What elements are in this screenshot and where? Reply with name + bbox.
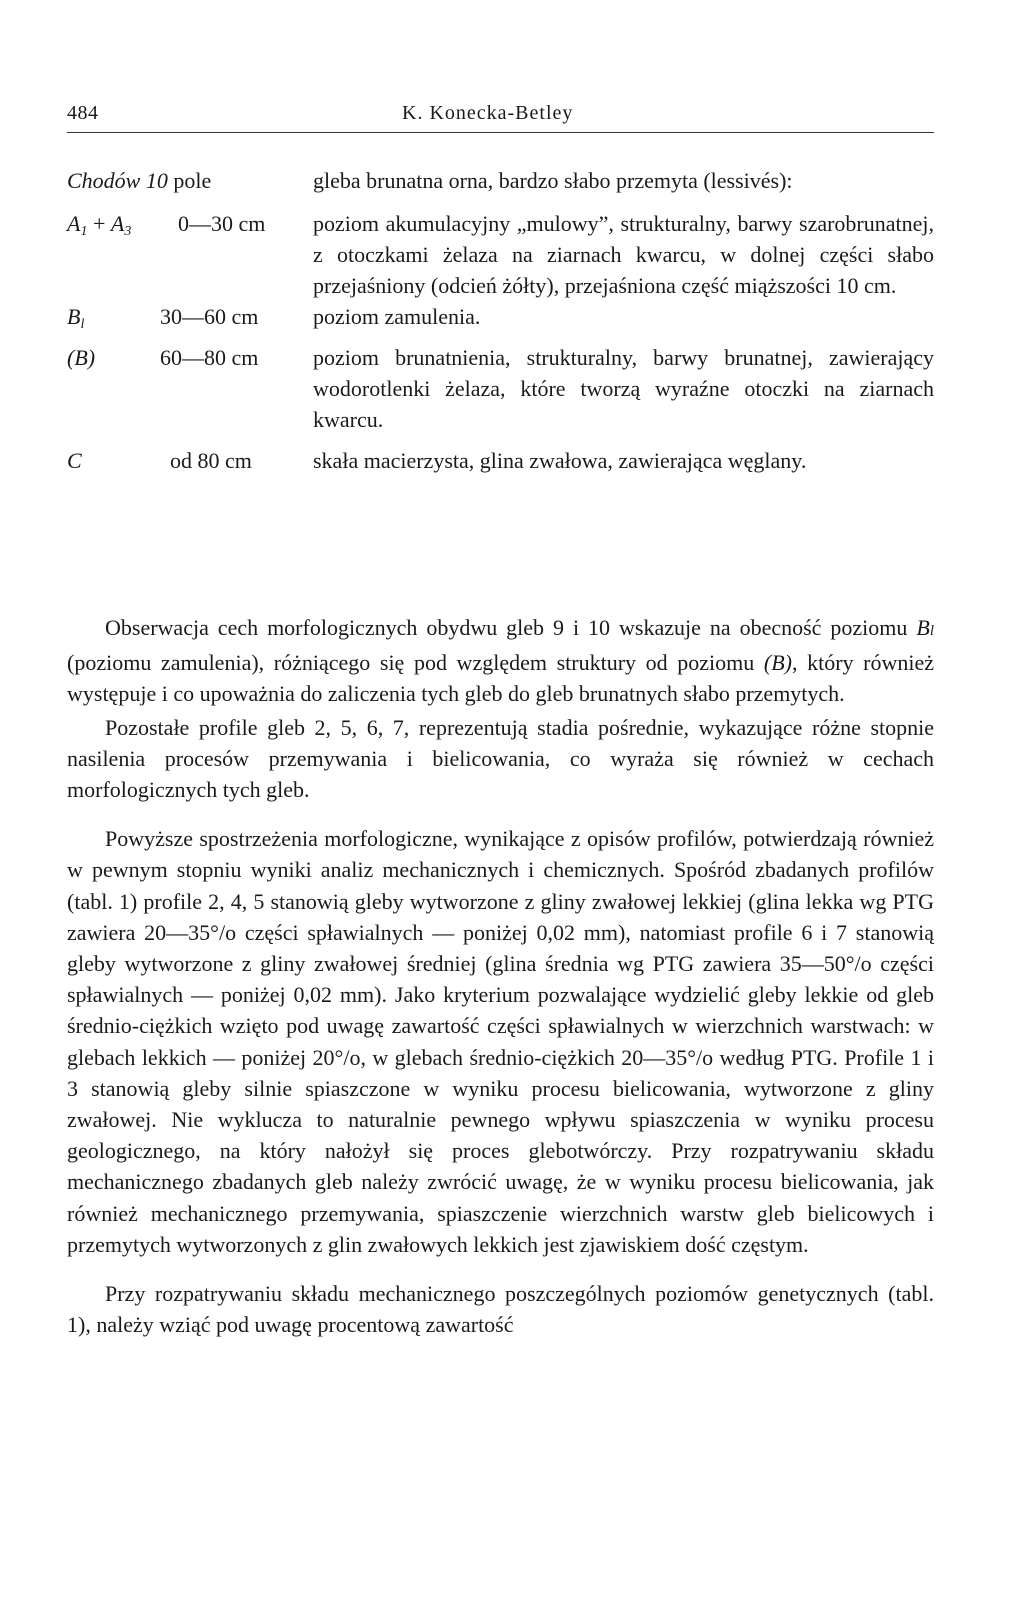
horizon-depth: od 80 cm <box>170 448 252 473</box>
horizon-row <box>67 301 934 332</box>
horizon-depth: 60—80 cm <box>160 345 259 370</box>
horizon-depth: 0—30 cm <box>178 211 266 236</box>
site-number: 10 <box>145 168 168 193</box>
page-number: 484 <box>67 102 99 124</box>
paragraph: Obserwacja cech morfologicznych obydwu gleb 9 i 10 wskazuje na obecność poziomu Bl (poziomu zamulenia), różniącego się pod względem struktury od poziomu (B), który również występuje i co upoważnia do zaliczenia tych gleb do gleb brunatnych słabo przemytych. <box>67 615 934 707</box>
horizon-description: poziom zamulenia. <box>313 304 481 329</box>
site-description: gleba brunatna orna, bardzo słabo przemyta (lessivés): <box>313 168 793 193</box>
horizon-description: skała macierzysta, glina zwałowa, zawierająca węglany. <box>313 448 807 473</box>
horizon-row <box>67 445 934 476</box>
running-title: K. Konecka-Betley <box>402 102 574 124</box>
page-header <box>67 100 934 136</box>
horizon-symbol-inline: B <box>916 615 930 640</box>
page <box>67 100 934 1338</box>
horizon-description: poziom akumulacyjny „mulowy”, strukturalny, barwy szarobrunatnej, z otoczkami żelaza na ziarnach kwarcu, w dolnej części słabo przejaśniony (odcień żółty), przejaśniona część miąższości 10 cm. <box>313 211 934 298</box>
horizon-symbol-inline: (B) <box>763 650 792 676</box>
horizon-row <box>67 208 934 301</box>
site-name: Chodów <box>67 168 141 193</box>
horizon-symbol: (B) <box>67 345 96 370</box>
horizon-symbol: C <box>67 448 82 473</box>
horizon-depth: 30—60 cm <box>160 304 259 329</box>
paragraph: Przy rozpatrywaniu składu mechanicznego poszczególnych poziomów genetycznych (tabl. 1), należy wziąć pod uwagę procentową zawartość <box>67 1281 934 1338</box>
site-label <box>67 165 211 196</box>
horizon-row <box>67 342 934 435</box>
header-rule <box>67 132 934 133</box>
soil-profile-description <box>67 165 934 476</box>
horizon-symbol: $A_1 + A_3$ <box>67 211 132 239</box>
horizon-symbol: $B_l$ <box>67 304 85 332</box>
horizon-description: poziom brunatnienia, strukturalny, barwy brunatnej, zawierający wodorotlenki żelaza, które tworzą wyraźne otoczki na ziarnach kwarcu. <box>313 345 934 432</box>
site-suffix: pole <box>173 168 212 193</box>
body-text <box>67 612 934 1340</box>
profile-site-row <box>67 165 934 196</box>
paragraph: Powyższe spostrzeżenia morfologiczne, wynikające z opisów profilów, potwierdzają również w pewnym stopniu wyniki analiz mechanicznych i chemicznych. Spośród zbadanych profilów (tabl. 1) profile 2, 4, 5 stanowią gleby wytworzone z gliny zwałowej lekkiej (glina lekka wg PTG zawiera 20—35°/o części spławialnych — poniżej 0,02 mm), natomiast profile 6 i 7 stanowią gleby wytworzone z gliny zwałowej średniej (glina średnia wg PTG zawiera 35—50°/o części spławialnych — poniżej 0,02 mm). Jako kryterium pozwalające wydzielić gleby lekkie od gleb średnio-ciężkich wzięto pod uwagę zawartość części spławialnych w wierzchnich warstwach: w glebach lekkich — poniżej 20°/o, w glebach średnio-ciężkich 20—35°/o według PTG. Profile 1 i 3 stanowią gleby silnie spiaszczone w wyniku procesu bielicowania, wytworzone z gliny zwałowej. Nie wyklucza to naturalnie pewnego wpływu spiaszczenia w wyniku procesu geologicznego, na który nałożył się proces glebotwórczy. Przy rozpatrywaniu składu mechanicznego zbadanych gleb należy zwrócić uwagę, że w wyniku procesu bielicowania, jak również mechanicznego przemywania, spiaszczenie wierzchnich warstw gleb bielicowych i przemytych wytworzonych z glin zwałowych lekkich jest zjawiskiem dość częstym. <box>67 826 934 1257</box>
paragraph: Pozostałe profile gleb 2, 5, 6, 7, reprezentują stadia pośrednie, wykazujące różne stopnie nasilenia procesów przemywania i bielicowania, co wyraża się również w cechach morfologicznych tych gleb. <box>67 714 934 803</box>
